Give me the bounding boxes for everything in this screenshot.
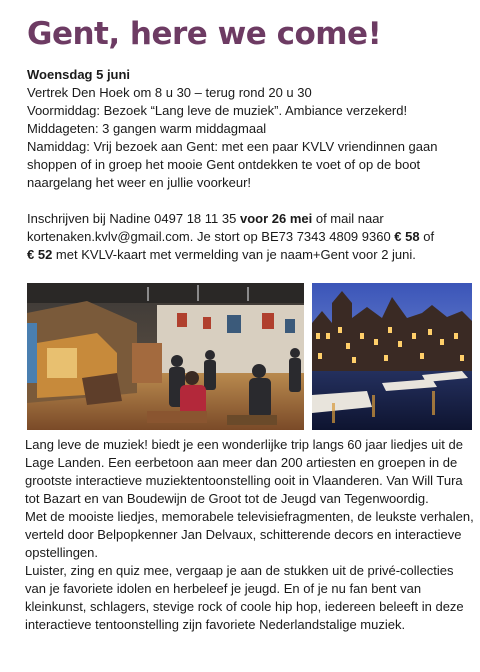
lunch-line: Middageten: 3 gangen warm middagmaal bbox=[27, 121, 267, 136]
signup-line: Inschrijven bij Nadine 0497 18 11 35 voor 26 mei of mail naar bbox=[27, 211, 384, 226]
description-paragraph: Lang leve de muziek! biedt je een wonderlijke trip langs 60 jaar liedjes uit de Lage Landen. Een eerbetoon aan meer dan 200 artiesten en groepen in de grootste interactieve muziektentoonstelling ooit in Vlaanderen. Van Will Tura tot Bazart en van Boudewijn de Groot tot de Jeugd van Tegenwoordig. bbox=[25, 437, 463, 506]
ghent-canal-photo bbox=[312, 283, 472, 430]
signup-line: kortenaken.kvlv@gmail.com. Je stort op BE73 7343 4809 9360 € 58 of bbox=[27, 229, 435, 244]
description-paragraph: Met de mooiste liedjes, memorabele televisiefragmenten, de leukste verhalen, verteld door Belpopkenner Jan Delvaux, schitterende decors en interactieve opstellingen. bbox=[25, 509, 474, 560]
description bbox=[25, 436, 477, 634]
morning-line: Voormiddag: Bezoek “Lang leve de muziek”. Ambiance verzekerd! bbox=[27, 103, 408, 118]
afternoon-line: shoppen of in groep het mooie Gent ontdekken te voet of op de boot bbox=[27, 157, 421, 172]
afternoon-line: Namiddag: Vrij bezoek aan Gent: met een paar KVLV vriendinnen gaan bbox=[27, 139, 438, 154]
departure-line: Vertrek Den Hoek om 8 u 30 – terug rond 20 u 30 bbox=[27, 85, 312, 100]
exhibition-photo bbox=[27, 283, 304, 430]
description-paragraph: Luister, zing en quiz mee, vergaap je aan de stukken uit de privé-collecties van je favoriete idolen en herbeleef je jeugd. En of je nu fan bent van kleinkunst, schlagers, stevige rock of coole hip hop, iedereen beleeft in deze interactieve tentoonstelling zijn favoriete Nederlandstalige muziek. bbox=[25, 563, 464, 632]
event-date: Woensdag 5 juni bbox=[27, 67, 131, 82]
page-title: Gent, here we come! bbox=[27, 16, 382, 52]
event-info bbox=[27, 66, 467, 264]
signup-line: € 52 met KVLV-kaart met vermelding van je naam+Gent voor 2 juni. bbox=[27, 247, 416, 262]
afternoon-line: naargelang het weer en jullie voorkeur! bbox=[27, 175, 252, 190]
